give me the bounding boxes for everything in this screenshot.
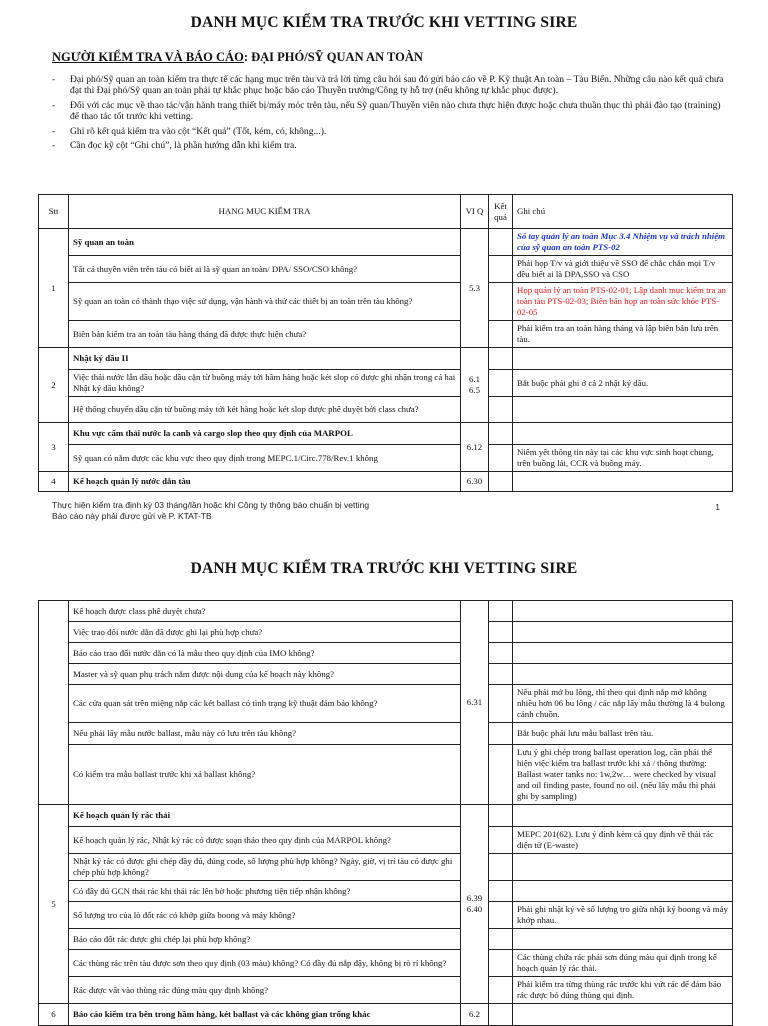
result-cell[interactable]: [489, 854, 513, 881]
group-viq: 5.3: [461, 229, 489, 348]
note-cell: Bắt buộc phải lưu mẫu ballast trên tàu.: [513, 723, 733, 745]
result-cell[interactable]: [489, 283, 513, 321]
check-item: Master và sỹ quan phụ trách nắm được nội dung của kế hoạch này không?: [69, 664, 461, 685]
check-item: Việc thải nước lẫn dầu hoặc dầu cặn từ buồng máy tới hầm hàng hoặc két slop có được ghi nhận trong cả hai Nhật ký dầu không?: [69, 370, 461, 397]
checklist-table-page1: [38, 194, 733, 492]
result-cell[interactable]: [489, 348, 513, 370]
note-cell: [513, 664, 733, 685]
group-heading: Kế hoạch quản lý rác thải: [69, 805, 461, 827]
group-viq: 6.31: [461, 601, 489, 805]
note-cell: Bắt buộc phải ghi ở cả 2 nhật ký dầu.: [513, 370, 733, 397]
result-cell[interactable]: [489, 827, 513, 854]
note-cell: Lưu ý ghi chép trong ballast operation log, cần phải thể hiện việc kiểm tra ballast trước khi xả / thông thường: Ballast water tanks no: 1w,2w… were checked by visual and oil finding paste, found no oil. (nếu lấy mẫu thì phải ghi by sampling): [513, 745, 733, 805]
check-item: Rác được vất vào thùng rác đúng màu quy định không?: [69, 977, 461, 1004]
check-item: Các thùng rác trên tàu được sơn theo quy định (03 màu) không? Có đầy đủ nắp đậy, không bị rò rỉ không?: [69, 950, 461, 977]
note-cell: [513, 601, 733, 622]
note-cell: [513, 929, 733, 950]
note-cell: [513, 397, 733, 423]
check-item: Có kiểm tra mẫu ballast trước khi xả ballast không?: [69, 745, 461, 805]
note-cell: [513, 1004, 733, 1026]
note-cell: MEPC 201(62). Lưu ý đính kèm cả quy định về thải rác điện tử (E-waste): [513, 827, 733, 854]
note-cell: Các thùng chứa rác phải sơn đúng màu qui định trong kế hoạch quản lý rác thải.: [513, 950, 733, 977]
checklist-table-page2: [38, 600, 733, 1026]
result-cell[interactable]: [489, 745, 513, 805]
instruction-item: - Đối với các mục về thao tác/vận hành trang thiết bị/máy móc trên tàu, nếu Sỹ quan/Thuyền viên nào chưa thực hiện được hoặc chưa thuần thục thì phải đào tạo (training) để thao tác tốt trước khi vetting.: [52, 99, 721, 123]
group-heading: Nhật ký dầu II: [69, 348, 461, 370]
result-cell[interactable]: [489, 977, 513, 1004]
note-cell: Họp quản lý an toàn PTS-02-01; Lập danh mục kiểm tra an toàn tàu PTS-02-03; Biên bản họp an toàn sức khỏe PTS-02-05: [513, 283, 733, 321]
header-note: Ghi chú: [513, 195, 733, 229]
note-cell: Nếu phải mở bu lông, thì theo qui định nắp mở không nhiều hơn 06 bu lông / các nắp lấy mẫu thường là 4 bulong cánh chuồn.: [513, 685, 733, 723]
note-cell: Phải họp T/v và giới thiệu về SSO để chắc chắn mọi T/v đều biết ai là DPA,SSO và CSO: [513, 256, 733, 283]
section-title-underlined: NGƯỜI KIỂM TRA VÀ BÁO CÁO: [52, 50, 244, 64]
result-cell[interactable]: [489, 256, 513, 283]
group-stt: 1: [39, 229, 69, 348]
group-heading: Báo cáo kiểm tra bên trong hầm hàng, két ballast và các không gian trống khác: [69, 1004, 461, 1026]
group-viq: 6.30: [461, 472, 489, 492]
note-cell: [513, 423, 733, 445]
section-title: [52, 50, 423, 65]
result-cell[interactable]: [489, 321, 513, 348]
page-footer: [52, 500, 720, 521]
check-item: Hệ thống chuyển dầu cặn từ buồng máy tới két hàng hoặc két slop được phê duyệt bởi class chưa?: [69, 397, 461, 423]
result-cell[interactable]: [489, 445, 513, 472]
group-viq: 6.1 6.5: [461, 348, 489, 423]
check-item: Sỹ quan an toàn có thành thạo việc sử dụng, vận hành và thử các thiết bị an toàn trên tàu không?: [69, 283, 461, 321]
result-cell[interactable]: [489, 664, 513, 685]
check-item: Báo cáo đốt rác được ghi chép lại phù hợp không?: [69, 929, 461, 950]
result-cell[interactable]: [489, 397, 513, 423]
note-cell: [513, 854, 733, 881]
instruction-item: - Đại phó/Sỹ quan an toàn kiểm tra thực tế các hạng mục trên tàu và trả lời từng câu hỏi sau đó gửi báo cáo về P. Kỹ thuật An toàn – Tàu Biển. Những câu nào kết quả chưa đạt thì Đại phó/Sỹ quan an toàn phải tự khắc phục hoặc báo cáo Thuyền trưởng/Công ty hỗ trợ (nếu không tự khắc phục được).: [52, 74, 724, 97]
group-stt: 6: [39, 1004, 69, 1026]
note-cell: Niêm yết thông tin này tại các khu vực sinh hoạt chung, trên buồng lái, CCR và buồng máy.: [513, 445, 733, 472]
group-stt: [39, 601, 69, 805]
check-item: Kế hoạch quản lý rác, Nhật ký rác có được soạn thảo theo quy định của MARPOL không?: [69, 827, 461, 854]
note-cell: [513, 348, 733, 370]
result-cell[interactable]: [489, 1004, 513, 1026]
header-viq: VI Q: [461, 195, 489, 229]
result-cell[interactable]: [489, 685, 513, 723]
header-stt: Stt: [39, 195, 69, 229]
instruction-list: [52, 74, 728, 154]
group-heading: Khu vực cấm thải nước la canh và cargo slop theo quy định của MARPOL: [69, 423, 461, 445]
group-stt: 3: [39, 423, 69, 472]
result-cell[interactable]: [489, 622, 513, 643]
note-cell: Phải kiểm tra từng thùng rác trước khi vứt rác để đảm bảo rác được bỏ đúng thùng qui định.: [513, 977, 733, 1004]
note-cell: [513, 881, 733, 902]
header-item: HẠNG MỤC KIỂM TRA: [69, 195, 461, 229]
footer-line: Thực hiện kiểm tra định kỳ 03 tháng/lần hoặc khi Công ty thông báo chuẩn bị vetting: [52, 500, 370, 510]
group-viq: 6.2: [461, 1004, 489, 1026]
footer-line: Báo cáo này phải được gửi về P. KTAT-TB: [52, 510, 212, 521]
group-viq: 6.12: [461, 423, 489, 472]
result-cell[interactable]: [489, 929, 513, 950]
result-cell[interactable]: [489, 902, 513, 929]
check-item: Nếu phải lấy mẫu nước ballast, mẫu này có lưu trên tàu không?: [69, 723, 461, 745]
note-cell: Phải kiểm tra an toàn hàng tháng và lập biên bản lưu trên tàu.: [513, 321, 733, 348]
result-cell[interactable]: [489, 643, 513, 664]
note-cell: [513, 622, 733, 643]
result-cell[interactable]: [489, 601, 513, 622]
check-item: Số lượng tro của lò đốt rác có khớp giữa boong và máy không?: [69, 902, 461, 929]
check-item: Có đầy đủ GCN thải rác khi thải rác lên bờ hoặc phương tiện tiếp nhận không?: [69, 881, 461, 902]
group-viq: 6.39 6.40: [461, 805, 489, 1004]
result-cell[interactable]: [489, 472, 513, 492]
note-cell: [513, 643, 733, 664]
check-item: Biên bản kiểm tra an toàn tàu hàng tháng đã được thực hiện chưa?: [69, 321, 461, 348]
group-stt: 2: [39, 348, 69, 423]
check-item: Tất cả thuyền viên trên tàu có biết ai là sỹ quan an toàn/ DPA/ SSO/CSO không?: [69, 256, 461, 283]
header-result: Kết quả: [489, 195, 513, 229]
result-cell[interactable]: [489, 370, 513, 397]
result-cell[interactable]: [489, 229, 513, 256]
instruction-item: - Cần đọc kỹ cột “Ghi chú”, là phần hướng dẫn khi kiểm tra.: [52, 140, 297, 152]
check-item: Sỹ quan có nắm được các khu vực theo quy định trong MEPC.1/Circ.778/Rev.1 không: [69, 445, 461, 472]
note-cell: Sổ tay quản lý an toàn Mục 3.4 Nhiệm vụ và trách nhiệm của sỹ quan an toàn PTS-02: [513, 229, 733, 256]
result-cell[interactable]: [489, 805, 513, 827]
result-cell[interactable]: [489, 723, 513, 745]
result-cell[interactable]: [489, 423, 513, 445]
group-heading: Sỹ quan an toàn: [69, 229, 461, 256]
note-cell: Phải ghi nhật ký về số lượng tro giữa nhật ký boong và máy khớp nhau.: [513, 902, 733, 929]
note-cell: [513, 472, 733, 492]
page-title: DANH MỤC KIỂM TRA TRƯỚC KHI VETTING SIRE: [190, 14, 578, 31]
group-heading: Kế hoạch quản lý nước dằn tàu: [69, 472, 461, 492]
note-cell: [513, 805, 733, 827]
check-item: Việc trao đổi nước dằn đã được ghi lại phù hợp chưa?: [69, 622, 461, 643]
page-number: 1: [715, 502, 720, 512]
group-stt: 5: [39, 805, 69, 1004]
result-cell[interactable]: [489, 881, 513, 902]
check-item: Nhật ký rác có được ghi chép đầy đủ, đúng code, số lượng phù hợp không? Ngày, giờ, vị trí tàu có được ghi chép phù hợp không?: [69, 854, 461, 881]
check-item: Kế hoạch được class phê duyệt chưa?: [69, 601, 461, 622]
check-item: Các cửa quan sát trên miệng nắp các két ballast có tình trạng kỹ thuật đảm bảo không?: [69, 685, 461, 723]
group-stt: 4: [39, 472, 69, 492]
check-item: Báo cáo trao đổi nước dằn có là mẫu theo quy định của IMO không?: [69, 643, 461, 664]
page-title: DANH MỤC KIỂM TRA TRƯỚC KHI VETTING SIRE: [190, 560, 578, 577]
instruction-item: - Ghi rõ kết quả kiểm tra vào cột “Kết quả” (Tốt, kém, có, không...).: [52, 125, 327, 137]
result-cell[interactable]: [489, 950, 513, 977]
section-title-rest: : ĐẠI PHÓ/SỸ QUAN AN TOÀN: [243, 50, 423, 64]
